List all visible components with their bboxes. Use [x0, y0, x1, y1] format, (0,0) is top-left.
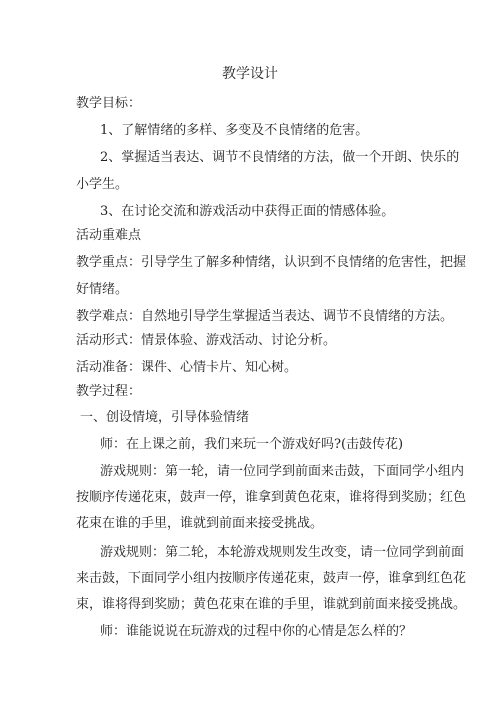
objective-3: 3、在讨论交流和游戏活动中获得正面的情感体验。 [100, 204, 395, 219]
rule-1-line-3: 花束在谁的手里，谁就到前面来接受挑战。 [76, 516, 324, 531]
activity-prep: 活动准备：课件、心情卡片、知心树。 [76, 360, 298, 375]
rule-1-line-1: 游戏规则：第一轮，请一位同学到前面来击鼓，下面同学小组内 [100, 464, 465, 479]
objective-2-continued: 小学生。 [76, 177, 129, 192]
rule-2-line-1: 游戏规则：第二轮，本轮游戏规则发生改变，请一位同学到前面 [100, 545, 465, 560]
key-point-1-continued: 好情绪。 [76, 282, 129, 297]
objective-2: 2、掌握适当表达、调节不良情绪的方法，做一个开朗、快乐的 [100, 150, 460, 165]
rule-1-line-2: 按顺序传递花束，鼓声一停，谁拿到黄色花束，谁将得到奖励；红色 [76, 490, 467, 505]
document-title: 教学设计 [222, 66, 278, 82]
activity-form: 活动形式：情景体验、游戏活动、讨论分析。 [76, 333, 337, 348]
teacher-line-2: 师：谁能说说在玩游戏的过程中你的心情是怎么样的？ [100, 624, 413, 639]
objective-1: 1、了解情绪的多样、多变及不良情绪的危害。 [100, 123, 369, 138]
rule-2-line-2: 来击鼓，下面同学小组内按顺序传递花束，鼓声一停，谁拿到红色花 [76, 571, 467, 586]
teacher-line-1: 师：在上课之前，我们来玩一个游戏好吗?(击鼓传花) [100, 437, 404, 452]
key-points-heading: 活动重难点 [76, 228, 142, 243]
process-heading: 教学过程： [76, 384, 142, 399]
objectives-heading: 教学目标： [76, 96, 142, 111]
difficulty: 教学难点：自然地引导学生掌握适当表达、调节不良情绪的方法。 [76, 309, 454, 324]
rule-2-line-3: 束，谁将得到奖励；黄色花束在谁的手里，谁就到前面来接受挑战。 [76, 597, 467, 612]
key-point-1: 教学重点：引导学生了解多种情绪，认识到不良情绪的危害性，把握 [76, 255, 467, 270]
section-1-heading: 一、创设情境，引导体验情绪 [80, 410, 250, 425]
